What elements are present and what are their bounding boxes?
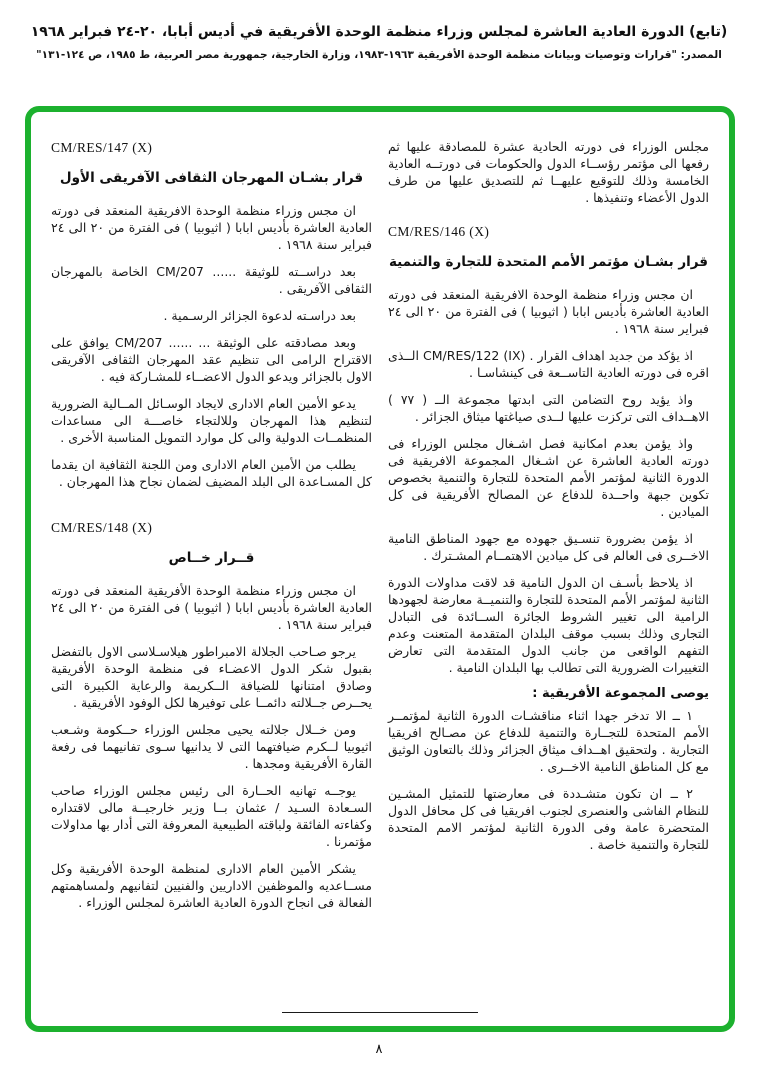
paragraph: يدعو الأمين العام الادارى لايجاد الوسـائل المــالية الضرورية لتنظيم هذا المهرجان وللالتجاء خاصـــة الى مساعدات المنظمــات الدولية والى كل موارد التمويل المناسبة الأخرى . <box>51 396 372 445</box>
paragraph: ان مجس وزراء منظمة الوحدة الأفريقية المنعقد فى دورته العادية العاشرة بأديس ابابا ( اثيوبيا ) فى الفترة من ٢٠ الى ٢٤ فبراير سنة ١٩٦٨ . <box>51 583 372 632</box>
paragraph: اذ يلاحظ بأسـف ان الدول النامية قد لاقت مداولات الدورة الثانية لمؤتمر الأمم المتحدة للتجارة والتنميــة معارضة لجهودها الرامية الى تغيير الشروط الجائرة الســائدة فى التبادل التجارى وذلك بسبب موقف البلدان المتقدمة المتعنت وعدم التفهم الواقعى من جانب الدول المتقدمة التى تعارض التغييرات الضرورية التى تطالب بها البلدان النامية . <box>388 575 709 675</box>
resolution-number: CM/RES/147 (X) <box>51 140 153 155</box>
page-number: ٨ <box>375 1042 383 1057</box>
paragraph: واذ يؤمن بعدم امكانية فصل اشـغال مجلس الوزراء فى دورته العادية العاشرة عن اشـغال المجموعة الافريقية فى الدورة الثانية لمؤتمر الأمم المتحدة للتجارة والتنمية بخصوص تكوين جبهة واحــدة للدفاع عن المصالح الأفريقية فى كل الميادين . <box>388 436 709 519</box>
resolution-title: قــرار خــاص <box>168 550 255 566</box>
paragraph: واذ يؤيد روح التضامن التى ابدتها مجموعة الــ ( ٧٧ ) الاهــداف التى تركزت عليها لــدى صياغتها ميثاق الجزائر . <box>388 392 709 424</box>
paragraph: ومن خــلال جلالته يحيى مجلس الوزراء حــكومة وشـعب اثيوبيا لــكرم ضيافتهما التى لا يدانيها سـوى تفانيهما فى رفعة القارة الأفريقية ومجدها . <box>51 722 372 771</box>
paragraph: يوجــه تهانيه الحــارة الى رئيس مجلس الوزراء صاحب السـعادة السـيد / عثمان بــا وزير خارجيــة مالى لاقتداره وكفاءته الفائقة ولباقته الطبيعية المعروفة التى أدار بها مداولات مؤتمرنا . <box>51 783 372 849</box>
paragraph: ان مجس وزراء منظمة الوحدة الافريقية المنعقد فى دورته العادية العاشرة بأديس ابابا ( اثيوبيا ) فى الفترة من ٢٠ الى ٢٤ فبراير سنة ١٩٦٨ . <box>51 203 372 252</box>
recommendation-heading: يوصى المجموعة الأفريقية : <box>532 686 709 701</box>
paragraph: وبعد مصادقته على الوثيقة ... ...... CM/207 يوافق على الاقتراح الرامى الى تنظيم عقد المهرجان الثقافى الآفريقى الاول بالجزائر ويدعو الدول الاعضــاء للمشـاركة فيه . <box>51 335 372 384</box>
content-frame <box>25 106 735 1032</box>
resolution-title: قرار بشـان مؤتمر الأمم المتحدة للتجارة والتنمية <box>388 254 709 270</box>
resolution-number: CM/RES/146 (X) <box>388 224 490 239</box>
paragraph: اذ يؤكد من جديد اهداف القرار . CM/RES/122 (IX) الــذى اقره فى دورته العادية التاســعة فى كينشاسـا . <box>388 348 709 380</box>
column-left <box>51 138 372 1000</box>
footnote-rule <box>282 1012 478 1013</box>
paragraph: بعد دراســته للوثيقة ...... CM/207 الخاصة بالمهرجان الثقافى الآفريقى . <box>51 264 372 296</box>
resolution-title: قرار بشـان المهرجان الثقافى الآفريقى الأول <box>59 170 364 186</box>
paragraph: ان مجس وزراء منظمة الوحدة الافريقية المنعقد فى دورته العادية العاشرة بأديس ابابا ( اثيوبيا ) فى الفترة من ٢٠ الى ٢٤ فبراير سنة ١٩٦٨ . <box>388 287 709 336</box>
header <box>0 24 758 61</box>
resolution-number: CM/RES/148 (X) <box>51 520 153 535</box>
paragraph: مجلس الوزراء فى دورته الحادية عشرة للمصادقة عليها ثم رفعها الى مؤتمر رؤســاء الدول والحكومات فى دورتــه العادية الخامسة وذلك للتوقيع عليهــا ثم للتصديق عليها من طرف الدول الأعضاء وتنفيذها . <box>388 139 709 205</box>
paragraph: يشكر الأمين العام الادارى لمنظمة الوحدة الأفريقية وكل مســاعديه والموظفين الاداريين والفنيين لتفانيهم ولمساهمتهم الفعالة فى انجاح الدورة العادية العاشرة لمجلس الوزراء . <box>51 861 372 910</box>
list-item: ٢ ــ ان تكون متشـددة فى معارضتها للتمثيل المشـين للنظام الفاشى والعنصرى لجنوب افريقيا فى كل محافل الدول المتحضرة عامة وفى الدورة الثانية لمؤتمر الامم المتحدة للتجارة والتنمية خاصة . <box>388 786 709 852</box>
paragraph: يطلب من الأمين العام الادارى ومن اللجنة الثقافية ان يقدما كل المسـاعدة الى البلد المضيف لضمان نجاح هذا المهرجان . <box>51 457 372 489</box>
list-item: ١ ــ الا تدخر جهدا اثناء مناقشـات الدورة الثانية لمؤتمــر الأمم المتحدة للتجــارة والتنمية للدفاع عن مصـالح افريقيا التجارية . ولتحقيق اهــداف ميثاق الجزائر وذلك بالتعاون الوثيق مع كل المناطق النامية الاخــرى . <box>388 708 709 774</box>
column-right <box>388 138 709 1000</box>
page-title: (تابع) الدورة العادية العاشرة لمجلس وزراء منظمة الوحدة الأفريقية في أديس أبابا، ٢٠-٢٤ فبراير ١٩٦٨ <box>30 24 728 40</box>
source-line: المصدر: "قرارات وتوصيات وبيانات منظمة الوحدة الأفريقية ١٩٦٣-١٩٨٣، وزارة الخارجية، جمهورية مصر العربية، ط ١٩٨٥، ص ١٢٤-١٣١" <box>36 49 722 61</box>
columns-container <box>31 112 729 1026</box>
paragraph: يرجو صـاحب الجلالة الامبراطور هيلاسـلاسى الاول بالتفضل بقبول شكر الدول الاعضـاء فى منظمة الوحدة الأفريقية وصادق امتنانها للضيافة الــكريمة والرعاية الكبيرة التى يحــرص جــلالته دائمــا على توفيرها لكل الوفود الأفريقية . <box>51 644 372 710</box>
paragraph: اذ يؤمن بضرورة تنسـيق جهوده مع جهود المناطق النامية الاخــرى فى العالم فى كل ميادين الاهتمــام المشـترك . <box>388 531 709 563</box>
paragraph: بعد دراسـته لدعوة الجزائر الرسـمية . <box>163 308 356 323</box>
